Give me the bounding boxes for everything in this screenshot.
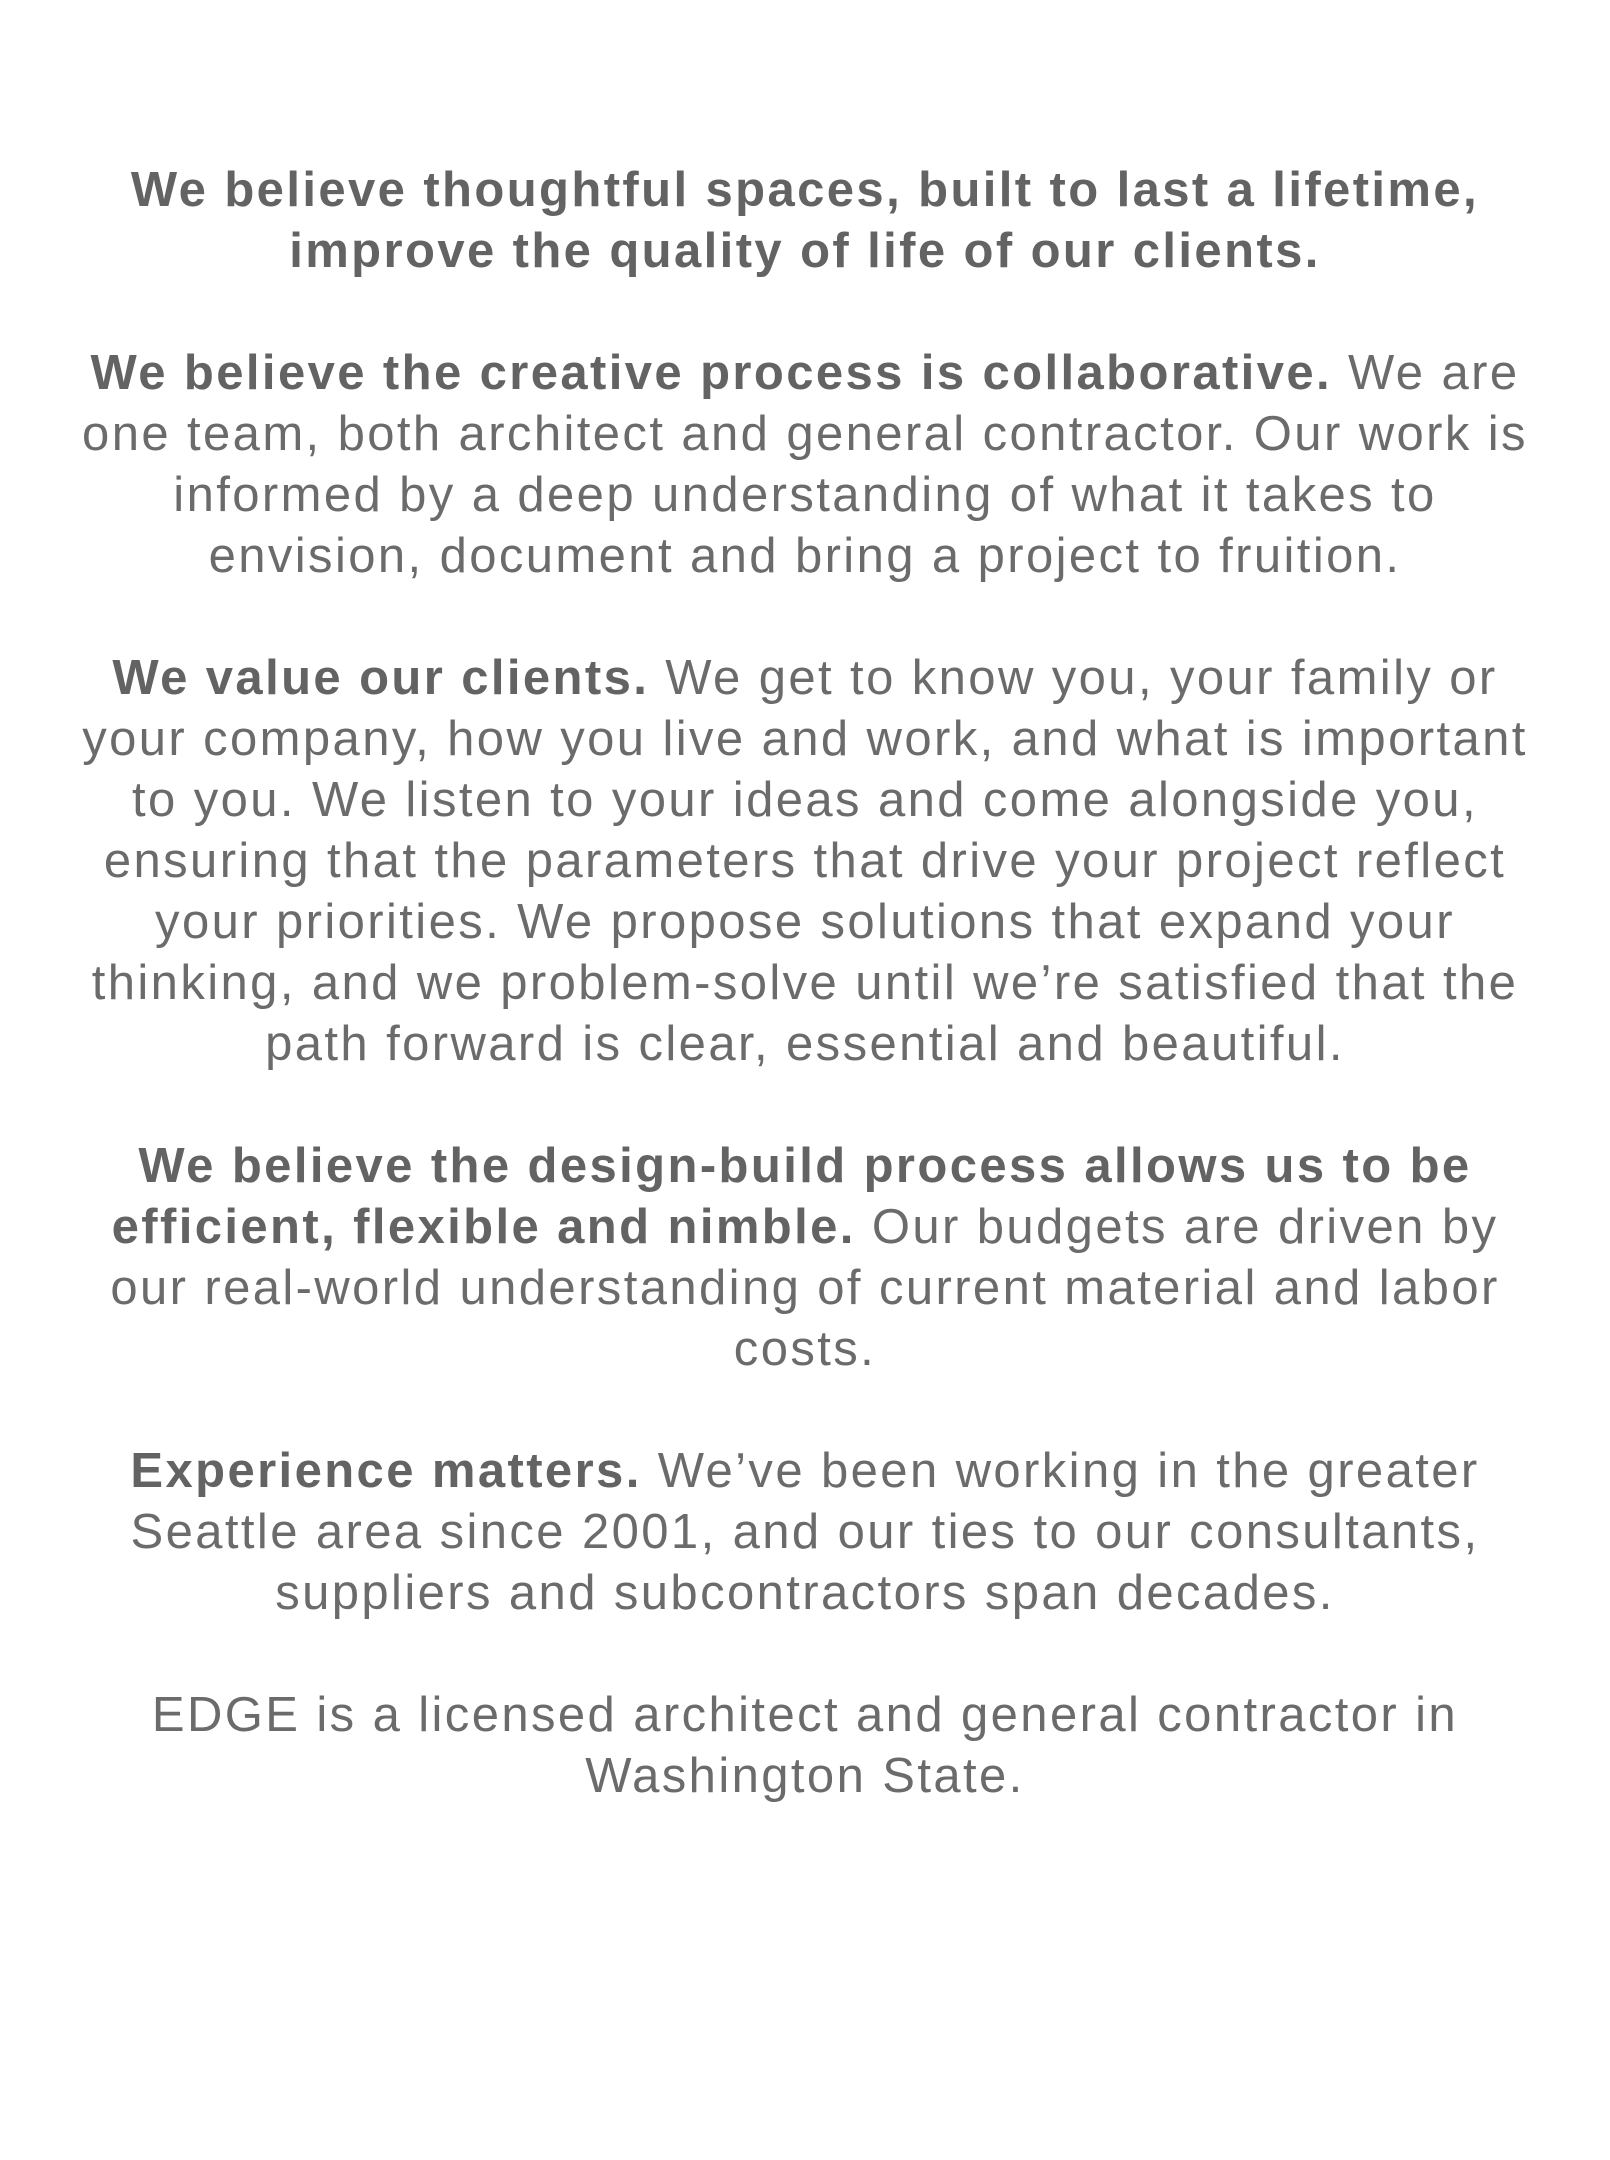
paragraph-design-build	[80, 1136, 1530, 1380]
paragraph-heading: We believe the creative process is collaborative.	[90, 346, 1333, 400]
paragraph-heading: We believe thoughtful spaces, built to last a lifetime, improve the quality of life of our clients.	[130, 163, 1480, 278]
paragraph-experience	[80, 1441, 1530, 1624]
paragraph-body: We are one team, both architect and general contractor. Our work is informed by a deep understanding of what it takes to envision, document and bring a project to fruition.	[82, 346, 1528, 583]
paragraph-collaborative-process	[80, 343, 1530, 587]
mission-statement	[80, 160, 1530, 1807]
paragraph-body: We get to know you, your family or your company, how you live and work, and what is important to you. We listen to your ideas and come alongside you, ensuring that the parameters that drive your project reflect your priorities. We propose solutions that expand your thinking, and we problem-solve until we’re satisfied that the path forward is clear, essential and beautiful.	[82, 651, 1528, 1071]
paragraph-heading: We believe the design-build process allows us to be efficient, flexible and nimble.	[111, 1139, 1472, 1254]
paragraph-body: EDGE is a licensed architect and general contractor in Washington State.	[151, 1688, 1459, 1803]
paragraph-body: We’ve been working in the greater Seattle area since 2001, and our ties to our consultants, suppliers and subcontractors span decades.	[130, 1444, 1480, 1620]
paragraph-heading: We value our clients.	[112, 651, 650, 705]
paragraph-thoughtful-spaces	[80, 160, 1530, 282]
paragraph-license	[80, 1685, 1530, 1807]
paragraph-heading: Experience matters.	[130, 1444, 642, 1498]
paragraph-value-clients	[80, 648, 1530, 1075]
paragraph-body: Our budgets are driven by our real-world understanding of current material and labor costs.	[110, 1200, 1500, 1376]
